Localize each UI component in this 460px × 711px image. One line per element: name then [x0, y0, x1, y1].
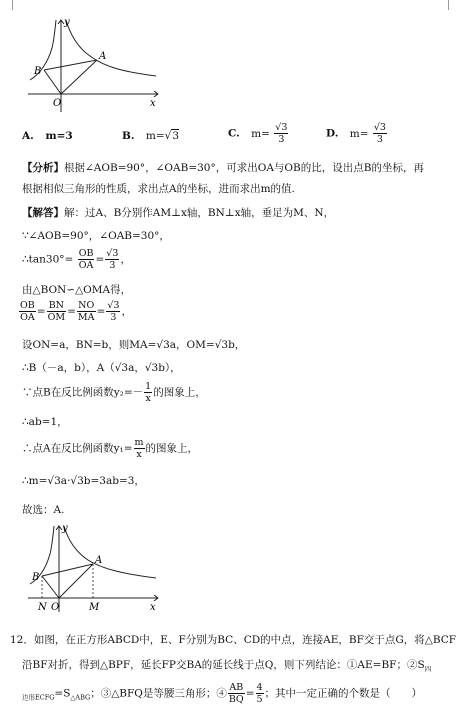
- q12-line-2: [22, 658, 431, 676]
- choice-c: [228, 122, 289, 145]
- fn-b-den: x: [145, 393, 151, 404]
- fig1-b-label: B: [34, 66, 42, 77]
- fig2-triangle: [42, 564, 93, 598]
- q12-frac2-den: 5: [256, 694, 263, 705]
- choice-d-prefix: m=: [349, 127, 369, 140]
- q12-mid: ；③△BFQ是等腰三角形；④: [90, 687, 227, 700]
- q12-frac2-num: 4: [256, 682, 263, 693]
- q12-eq2: =: [245, 687, 255, 700]
- fig2-y-label: y: [62, 523, 68, 534]
- tan-prefix: ∴tan30°=: [22, 253, 74, 266]
- solution-text-1: 解：过A、B分别作AM⊥x轴，BN⊥x轴，垂足为M、N，: [64, 207, 335, 219]
- fig1-triangle: [44, 60, 97, 94]
- choice-d-denominator: 3: [376, 134, 383, 145]
- analysis-text-1: 根据∠AOB=90°，∠OAB=30°，可求出OA与OB的比，设出点B的坐标，再: [64, 162, 424, 174]
- q12-sub-2: 边形ECFG: [22, 693, 55, 702]
- ratio1-den: OA: [20, 312, 35, 323]
- solution-line-9: ∴ab=1，: [22, 416, 68, 428]
- q12-eq: =S: [54, 687, 71, 700]
- solution-line-12: 故选：A.: [22, 504, 65, 516]
- solution-line-4: 由△BON∽△OMA得，: [22, 284, 132, 296]
- ratio1-num: OB: [20, 300, 35, 311]
- corner-mark: [2, 0, 13, 10]
- fig1-axes: [28, 20, 158, 112]
- fn-a-num: m: [134, 437, 144, 448]
- ratio3-den: MA: [77, 312, 95, 323]
- fig2-a-label: A: [95, 555, 103, 566]
- q12-sub-3: △ABG: [70, 693, 91, 702]
- q12-frac1-den: BQ: [228, 694, 244, 705]
- solution-line-10: [22, 437, 198, 460]
- ratio2-den: OM: [47, 312, 66, 323]
- choice-b-prefix: m=: [145, 130, 165, 142]
- choice-b: B. m=√3: [122, 130, 180, 142]
- fn-b-num: 1: [145, 381, 152, 392]
- tan-frac-num: OB: [78, 248, 94, 259]
- fig1-a-label: A: [99, 51, 107, 62]
- tan-frac2-num: √3: [106, 248, 119, 259]
- tan-frac-den: OA: [78, 260, 94, 271]
- ratio-post: ，: [121, 305, 132, 318]
- fig2-x-label: x: [150, 602, 156, 613]
- solution-line-11: ∴m=√3a·√3b=3ab=3，: [22, 475, 145, 487]
- fn-a-prefix: ∴点A在反比例函数y₁=: [22, 442, 133, 455]
- fig2-curve-right: [64, 526, 156, 578]
- fig2-o-label: O: [51, 602, 60, 613]
- fig2-m-label: M: [89, 602, 100, 613]
- choice-c-prefix: m=: [251, 127, 270, 140]
- ratio3-num: NO: [78, 300, 95, 311]
- tan-post: ，: [120, 253, 131, 266]
- solution-label: 【解答】: [22, 207, 64, 219]
- fig2-perpendiculars: [42, 564, 93, 598]
- fn-a-post: 的图象上，: [145, 442, 199, 455]
- solution-line-6: 设ON=a，BN=b，则MA=√3a，OM=√3b，: [22, 339, 246, 351]
- fn-a-den: x: [136, 449, 142, 460]
- solution-line-1: [22, 206, 334, 220]
- choice-b-radicand: 3: [172, 130, 180, 142]
- fig1-curve-right: [66, 20, 156, 76]
- choice-c-numerator: √3: [275, 122, 288, 133]
- choice-b-letter: B.: [122, 130, 135, 142]
- q12-sub-1: 四: [424, 665, 432, 674]
- choice-d-letter: D.: [326, 127, 339, 140]
- fig1-o-label: O: [53, 98, 62, 109]
- fn-b-post: 的图象上，: [153, 386, 206, 399]
- choice-a-letter: A.: [22, 130, 34, 142]
- choice-c-letter: C.: [228, 127, 240, 140]
- q12-line-1: 12．如图，在正方形ABCD中，E、F分别为BC、CD的中点，连接AE，BF交于点G，将△BCF: [10, 634, 457, 646]
- solution-line-5: $\frac{OB}{OA}$ = $\frac{BN}{OM}$ = $\frac{NO}{MA}$ = $\frac{√3}{3}$ ，: [20, 300, 132, 323]
- fig2-b-label: B: [32, 572, 40, 583]
- ratio2-num: BN: [47, 300, 67, 312]
- q12-frac1-num: AB: [229, 682, 244, 693]
- tan-eq: =: [95, 253, 105, 266]
- choice-a-value: m=3: [45, 130, 73, 142]
- solution-line-2: ∵∠AOB=90°，∠OAB=30°，: [22, 230, 170, 242]
- solution-line-8: [22, 381, 206, 404]
- q12-post: ；其中一定正确的个数是（ ）: [264, 687, 423, 700]
- solution-line-7: ∴B（－a，b），A（√3a，√3b），: [22, 362, 181, 374]
- ratio4-num: √3: [107, 300, 120, 311]
- fn-b-prefix: ∵点B在反比例函数y₂=－: [22, 386, 144, 399]
- analysis-label: 【分析】: [22, 162, 64, 174]
- choice-c-denominator: 3: [278, 134, 285, 145]
- tan-frac2-den: 3: [109, 260, 116, 271]
- q12-text-2: 沿BF对折，得到△BPF，延长FP交BA的延长线于点Q，则下列结论：①AE=BF；②S: [22, 659, 425, 671]
- choice-a: [22, 129, 73, 143]
- figure-1: [26, 14, 166, 114]
- fig1-y-label: y: [64, 17, 70, 28]
- solution-line-3: [22, 248, 131, 271]
- ratio4-den: 3: [110, 312, 117, 323]
- corner-mark: [448, 0, 459, 10]
- figure-2: [26, 522, 166, 614]
- analysis-line-2: 根据相似三角形的性质，求出点A的坐标，进而求出m的值.: [22, 183, 295, 195]
- analysis-line-1: [22, 161, 424, 175]
- q12-line-3: [22, 682, 422, 705]
- choice-d: [326, 122, 388, 145]
- fig2-n-label: N: [38, 602, 47, 613]
- fig1-x-label: x: [150, 98, 156, 109]
- choice-d-numerator: √3: [373, 122, 386, 133]
